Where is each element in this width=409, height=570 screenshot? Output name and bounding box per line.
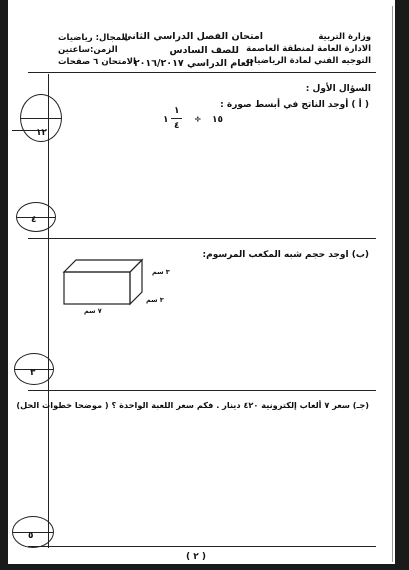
score-value-q1a-sub: ٤ — [31, 215, 37, 225]
cuboid-height-label: ٣ سم — [152, 268, 170, 276]
page-number: ( ٢ ) — [186, 552, 206, 562]
q1a-prompt: ( أ ) أوجد الناتج في أبسط صورة : — [220, 100, 369, 110]
q1a-dividend: ١٥ — [212, 115, 223, 125]
cuboid-length-label: ٧ سم — [84, 307, 102, 315]
school-year: العام الدراسي ٢٠١٦/٢٠١٧ — [133, 58, 253, 69]
margin-rule — [48, 74, 49, 548]
q1a-whole: ١ — [163, 115, 169, 125]
department-name: التوجيه الفني لمادة الرياضيات — [245, 56, 371, 66]
header-divider — [28, 72, 376, 73]
scan-border-left — [0, 0, 8, 570]
q1a-numerator: ١ — [174, 106, 180, 116]
section-title: السؤال الأول : — [305, 84, 371, 94]
cuboid-diagram — [60, 258, 150, 308]
scan-border-right — [395, 0, 409, 570]
q1b-prompt: (ب) اوجد حجم شبه المكعب المرسوم: — [202, 250, 369, 260]
q1a-operator: ÷ — [194, 115, 202, 125]
q1c-prompt: (جـ) سعر ٧ ألعاب إلكترونية ٤٢٠ دينار . فكم سعر اللعبة الواحدة ؟ ( موضحا خطوات الحل) — [16, 400, 369, 410]
q1a-divider — [28, 238, 376, 239]
cuboid-depth-label: ٣ سم — [146, 296, 164, 304]
district-name: الادارة العامة لمنطقة العاصمة — [246, 44, 371, 54]
score-value-q1b: ٣ — [30, 368, 36, 378]
q1b-divider — [28, 390, 376, 391]
scan-border-bottom — [0, 564, 409, 570]
subject-label: المجال: رياضيات — [58, 33, 128, 43]
page-count-label: الامتحان ٦ صفحات — [58, 57, 136, 67]
grade-label: للصف السادس — [169, 45, 239, 56]
ministry-name: وزارة التربية — [318, 32, 371, 42]
duration-label: الزمن:ساعتين — [58, 45, 118, 55]
footer-divider — [28, 546, 376, 547]
score-value-q1c: ٥ — [28, 531, 34, 541]
q1a-denominator: ٤ — [174, 121, 180, 131]
score-value-q1a: ١٢ — [36, 128, 47, 138]
fraction-bar — [171, 118, 182, 119]
exam-title: امتحان الفصل الدراسي الثاني — [122, 31, 263, 42]
